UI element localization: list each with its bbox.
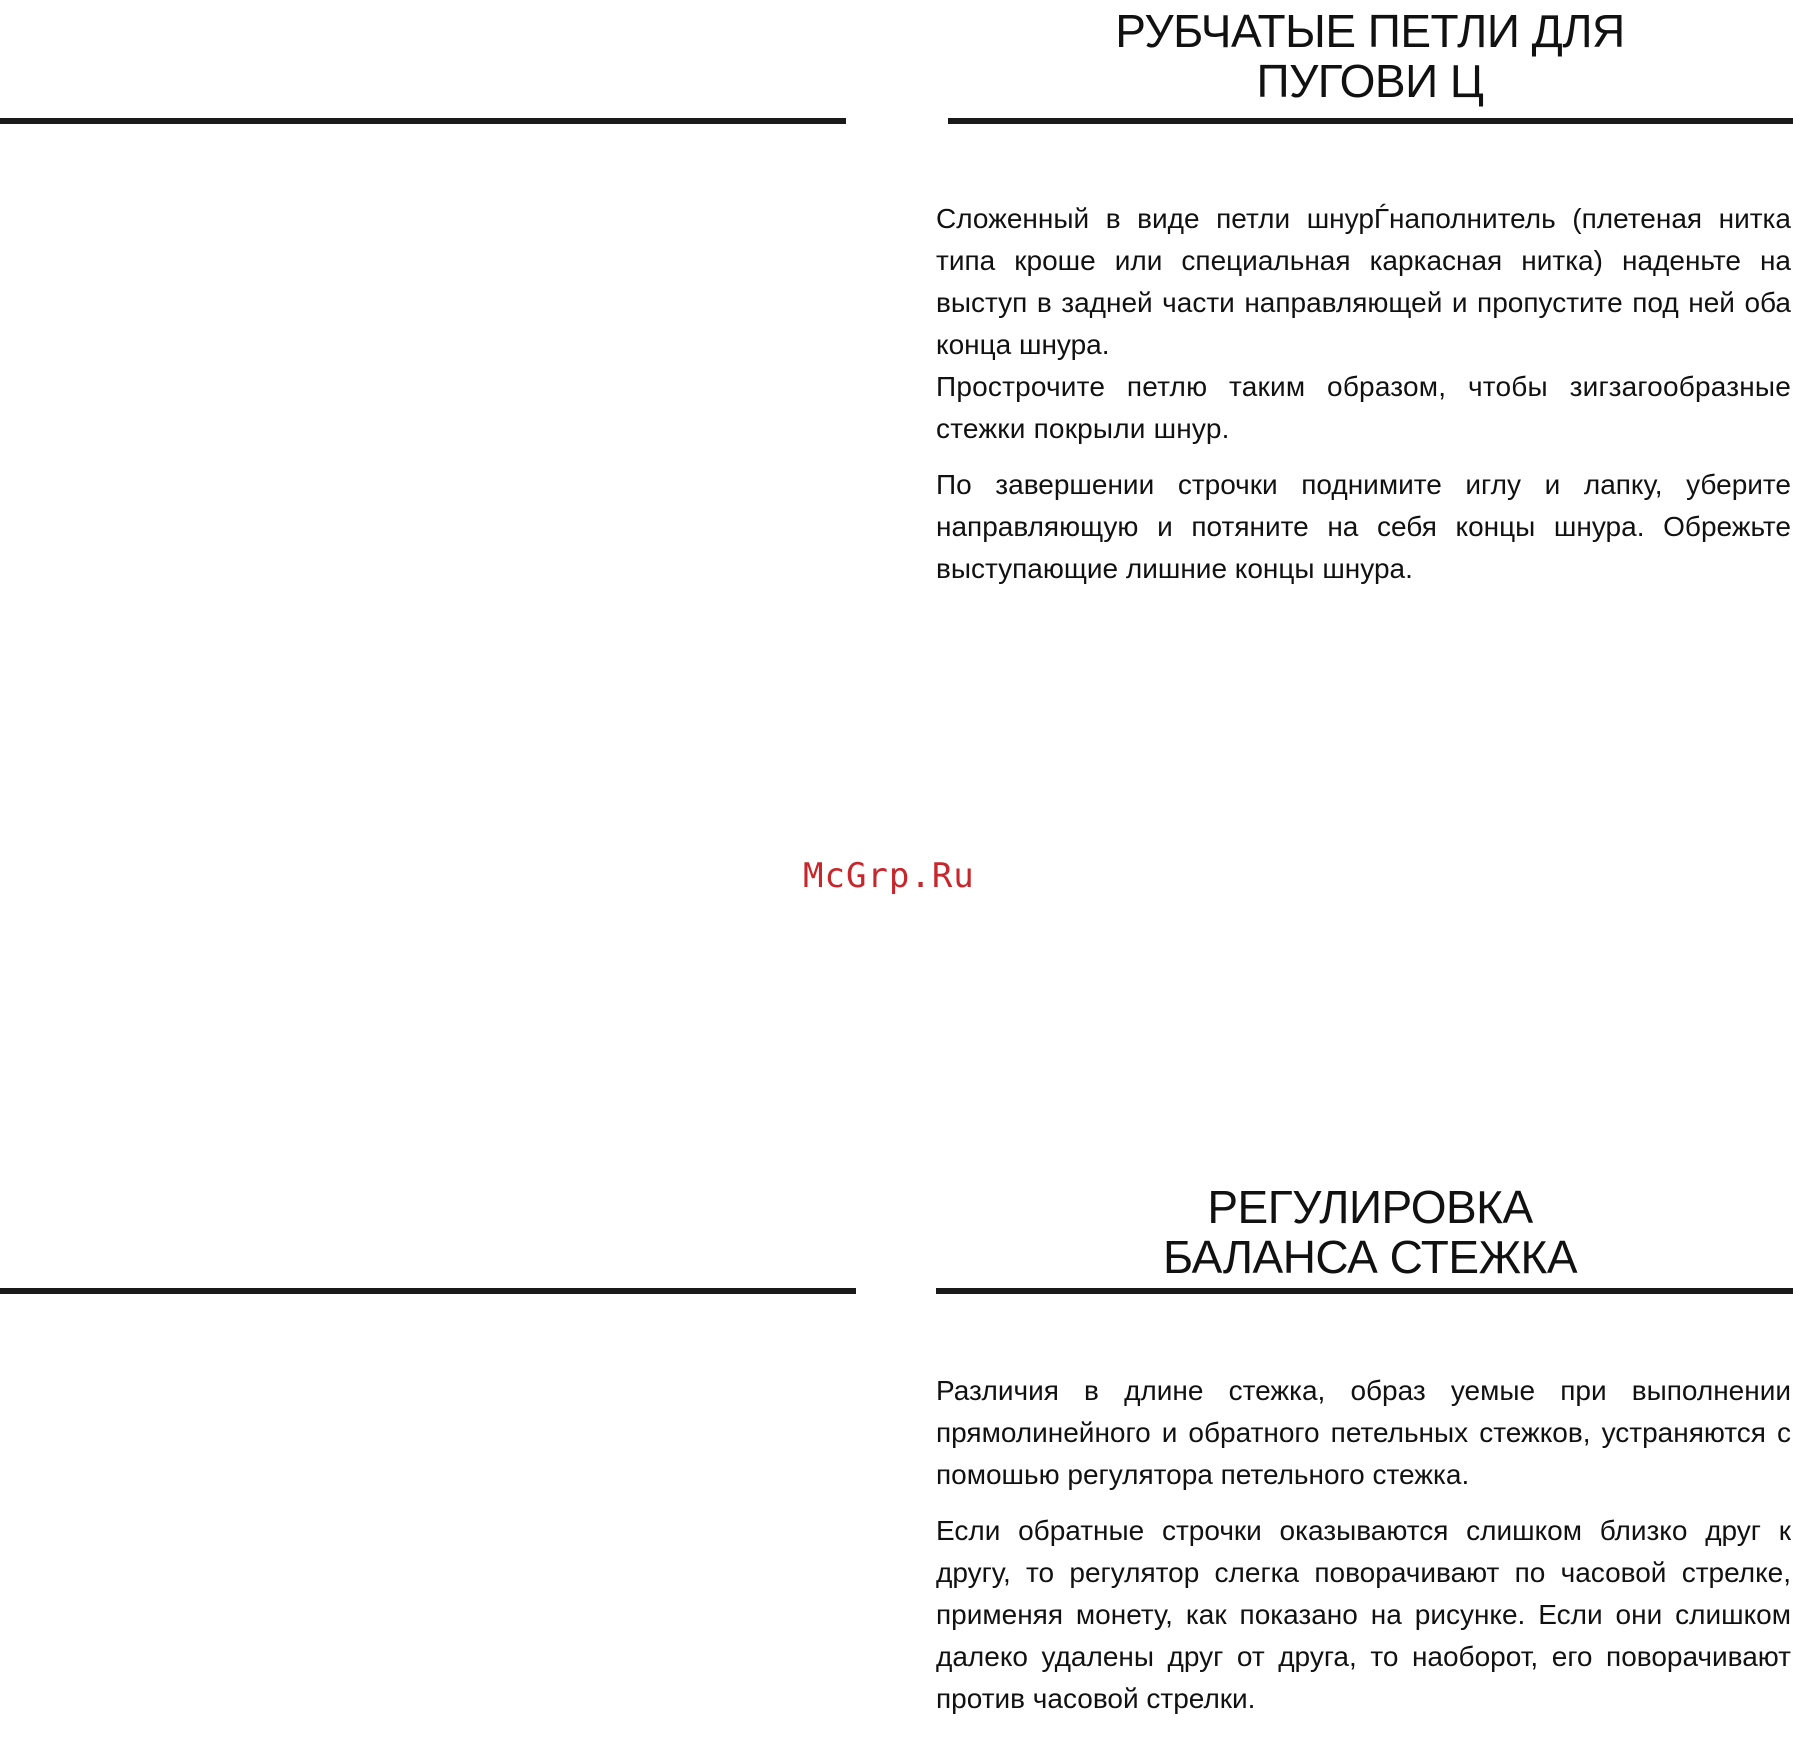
section-title-buttonholes <box>1020 6 1720 106</box>
section-title-stitch-balance <box>1020 1182 1720 1282</box>
right-divider-bottom <box>936 1288 1793 1294</box>
paragraph: Прострочите петлю таким образом, чтобы зигзагообразные стежки покрыли шнур. <box>936 371 1791 444</box>
section2-body <box>936 1370 1791 1734</box>
title-line-2: БАЛАНСА СТЕЖКА <box>1162 1231 1578 1283</box>
title-line-2: ПУГОВИ Ц <box>1256 55 1484 107</box>
paragraph: Различия в длине стежка, образ уемые при выполнении прямолинейного и обратного петельных стежков, устраняются с помошью регулятора петельного стежка. <box>936 1375 1791 1490</box>
paragraph: По завершении строчки поднимите иглу и лапку, уберите направляющую и потяните на себя концы шнура. Обрежьте выступающие лишние концы шнура. <box>936 469 1791 584</box>
watermark-link[interactable]: McGrp.Ru <box>803 856 975 896</box>
section1-body <box>936 198 1791 604</box>
left-divider-top <box>0 118 846 124</box>
title-line-1: РУБЧАТЫЕ ПЕТЛИ ДЛЯ <box>1115 5 1625 57</box>
left-divider-bottom <box>0 1288 856 1294</box>
paragraph: Сложенный в виде петли шнурЃнаполнитель (плетеная нитка типа кроше или специальная каркасная нитка) наденьте на выступ в задней части направляющей и пропустите под ней оба конца шнура. <box>936 203 1791 360</box>
right-divider-top <box>948 118 1793 124</box>
paragraph: Если обратные строчки оказываются слишком близко друг к другу, то регулятор слегка поворачивают по часовой стрелке, применяя монету, как показано на рисунке. Если они слишком далеко удалены друг от друга, то наоборот, его поворачивают против часовой стрелки. <box>936 1515 1791 1714</box>
title-line-1: РЕГУЛИРОВКА <box>1207 1181 1533 1233</box>
